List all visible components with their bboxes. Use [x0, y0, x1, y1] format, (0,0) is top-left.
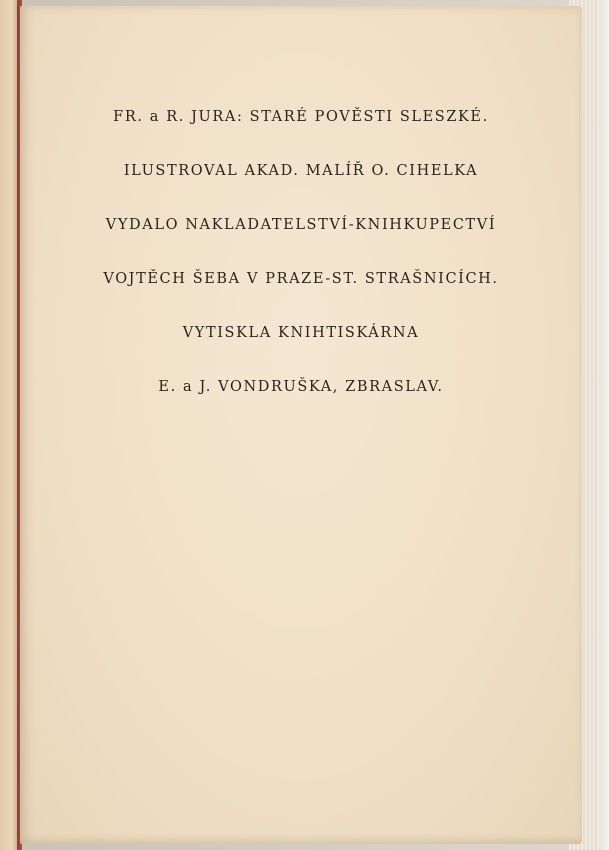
colophon-line-printer-name: E. a J. VONDRUŠKA, ZBRASLAV. — [158, 379, 444, 395]
colophon-line-publisher: VYDALO NAKLADATELSTVÍ-KNIHKUPECTVÍ — [105, 217, 497, 233]
colophon — [20, 108, 582, 432]
colophon-line-printer: VYTISKLA KNIHTISKÁRNA — [182, 325, 420, 341]
colophon-line-publisher-address: VOJTĚCH ŠEBA V PRAZE-ST. STRAŠNICÍCH. — [103, 271, 499, 287]
book-page — [20, 6, 582, 844]
right-book-cover — [599, 0, 609, 850]
colophon-line-title: FR. a R. JURA: STARÉ POVĚSTI SLESZKÉ. — [113, 109, 489, 125]
left-page-edge — [0, 0, 17, 850]
colophon-line-illustrator: ILUSTROVAL AKAD. MALÍŘ O. CIHELKA — [123, 163, 479, 179]
